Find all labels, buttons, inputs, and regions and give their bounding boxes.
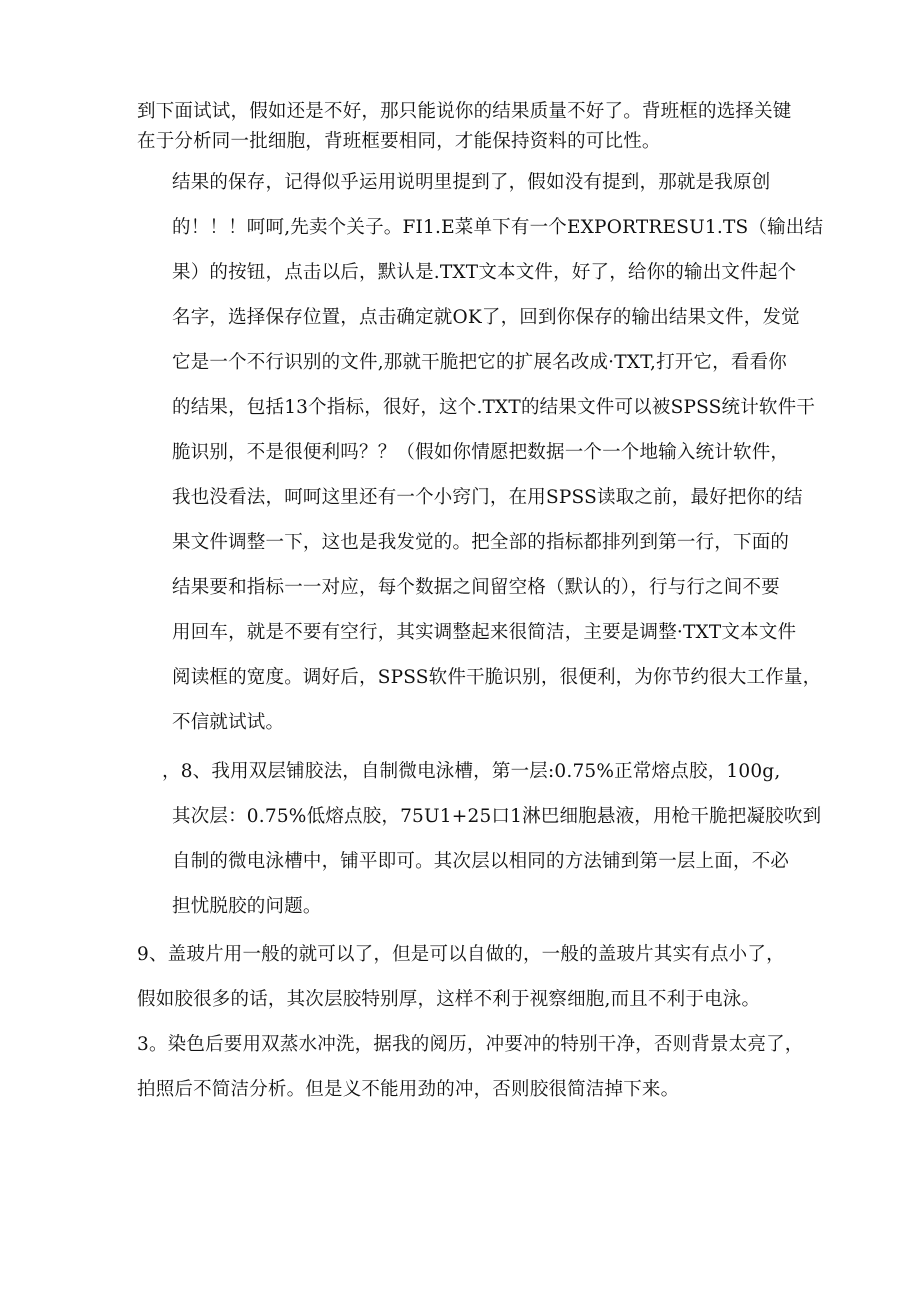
text-line: 用回车，就是不要有空行，其实调整起来很简洁，主要是调整·TXT文本文件 xyxy=(172,622,797,643)
text-line: 的！！！呵呵,先卖个关子。FI1.E菜单下有一个EXPORTRESU1.TS（输出结 xyxy=(172,217,824,238)
text-line: 3。染色后要用双蒸水冲洗，据我的阅历，冲要冲的特别干净，否则背景太亮了， xyxy=(137,1034,804,1055)
text-line: 拍照后不简洁分析。但是义不能用劲的冲，否则胶很简洁掉下来。 xyxy=(137,1079,680,1100)
text-line: 的结果，包括13个指标，很好，这个.TXT的结果文件可以被SPSS统计软件干 xyxy=(172,397,816,418)
text-line: 9、盖玻片用一般的就可以了，但是可以自做的，一般的盖玻片其实有点小了， xyxy=(137,944,785,965)
text-line: 结果的保存，记得似乎运用说明里提到了，假如没有提到，那就是我原创 xyxy=(172,172,771,193)
text-line: 在于分析同一批细胞，背班框要相同，才能保持资料的可比性。 xyxy=(137,131,661,152)
text-line: 果）的按钮，点击以后，默认是.TXT文本文件，好了，给你的输出文件起个 xyxy=(172,262,797,283)
text-line: 结果要和指标一一对应，每个数据之间留空格（默认的），行与行之间不要 xyxy=(172,577,780,598)
text-line: 到下面试试，假如还是不好，那只能说你的结果质量不好了。背班框的选择关键 xyxy=(137,101,792,122)
text-line: 假如胶很多的话，其次层胶特别厚，这样不利于视察细胞,而且不利于电泳。 xyxy=(137,989,761,1010)
text-line: 脆识别，不是很便利吗？？（假如你情愿把数据一个一个地输入统计软件， xyxy=(172,442,790,463)
text-line: 它是一个不行识别的文件,那就干脆把它的扩展名改成·TXT,打开它，看看你 xyxy=(172,352,787,373)
text-line: 不信就试试。 xyxy=(172,712,285,733)
text-line: 阅读框的宽度。调好后，SPSS软件干脆识别，很便利，为你节约很大工作量， xyxy=(172,667,822,688)
text-line: 担忧脱胶的问题。 xyxy=(172,896,322,917)
text-line: 我也没看法，呵呵这里还有一个小窍门，在用SPSS读取之前，最好把你的结 xyxy=(172,487,803,508)
text-line: 果文件调整一下，这也是我发觉的。把全部的指标都排列到第一行，下面的 xyxy=(172,532,790,553)
text-line: 自制的微电泳槽中，铺平即可。其次层以相同的方法铺到第一层上面，不必 xyxy=(172,851,790,872)
text-line: 名字，选择保存位置，点击确定就OK了，回到你保存的输出结果文件，发觉 xyxy=(172,307,800,328)
text-line: 其次层：0.75%低熔点胶，75U1+25口1淋巴细胞悬液，用枪干脆把凝胶吹到 xyxy=(172,806,822,827)
text-line: ，8、我用双层铺胶法，自制微电泳槽，第一层:0.75%正常熔点胶，100g, xyxy=(162,761,781,782)
